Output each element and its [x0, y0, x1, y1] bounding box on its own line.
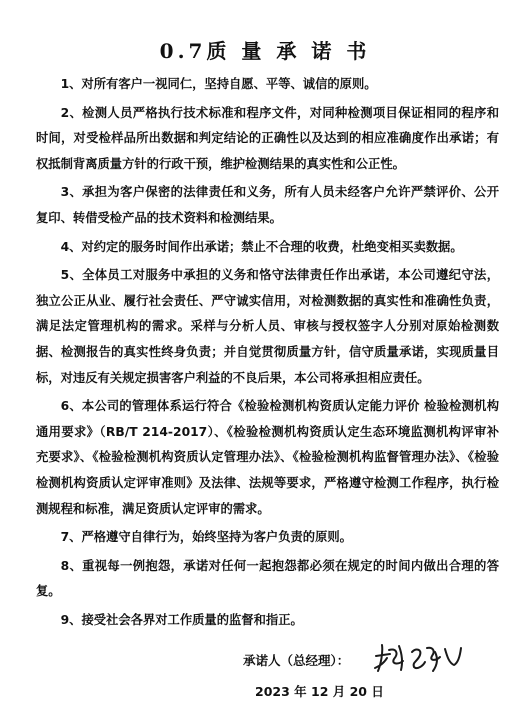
commitment-item-9: 9、接受社会各界对工作质量的监督和指正。 — [60, 612, 303, 627]
commitment-item-7: 7、严格遵守自律行为，始终坚持为客户负责的原则。 — [60, 530, 352, 545]
handwritten-signature — [372, 636, 464, 674]
commitment-item-3: 3、承担为客户保密的法律责任和义务，所有人员未经客户允许严禁评价、公开复印、转借受检产品的技术资料和检测结果。 — [36, 185, 499, 225]
commitment-item-2: 2、检测人员严格执行技术标准和程序文件，对同种检测项目保证相同的程序和时间，对受检样品所出数据和判定结论的正确性以及达到的相应准确度作出承诺；有权抵制背离质量方针的行政干预，维护检测结果的真实性和公正性。 — [36, 105, 499, 171]
document-title: 0.7质 量 承 诺 书 — [159, 39, 371, 63]
document-body — [36, 72, 499, 636]
signatory-label: 承诺人（总经理）： — [243, 653, 350, 668]
commitment-item-8: 8、重视每一例抱怨，承诺对任何一起抱怨都必须在规定的时间内做出合理的答复。 — [36, 558, 499, 599]
commitment-item-6: 6、本公司的管理体系运行符合《检验检测机构资质认定能力评价 检验检测机构通用要求》（RB/T 214-2017）、《检验检测机构资质认定生态环境监测机构评审补充要求》、《检验检测机构资质认定管理办法》、《检验检测机构监督管理办法》、《检验检测机构资质认定评审准则》及法律、法规等要求，严格遵守检测工作程序，执行检测规程和标准，满足资质认定评审的需求。 — [36, 399, 499, 516]
commitment-item-1: 1、对所有客户一视同仁，坚持自愿、平等、诚信的原则。 — [60, 77, 377, 91]
signature-date: 2023 年 12 月 20 日 — [255, 684, 384, 699]
commitment-item-4: 4、对约定的服务时间作出承诺；禁止不合理的收费，杜绝变相买卖数据。 — [60, 239, 463, 254]
commitment-item-5: 5、全体员工对服务中承担的义务和恪守法律责任作出承诺，本公司遵纪守法，独立公正从业、履行社会责任、严守诚实信用，对检测数据的真实性和准确性负责，满足法定管理机构的需求。采样与分析人员、审核与授权签字人分别对原始检测数据、检测报告的真实性终身负责；并自觉贯彻质量方针，信守质量承诺，实现质量目标，对违反有关规定损害客户利益的不良后果，本公司将承担相应责任。 — [36, 268, 499, 385]
